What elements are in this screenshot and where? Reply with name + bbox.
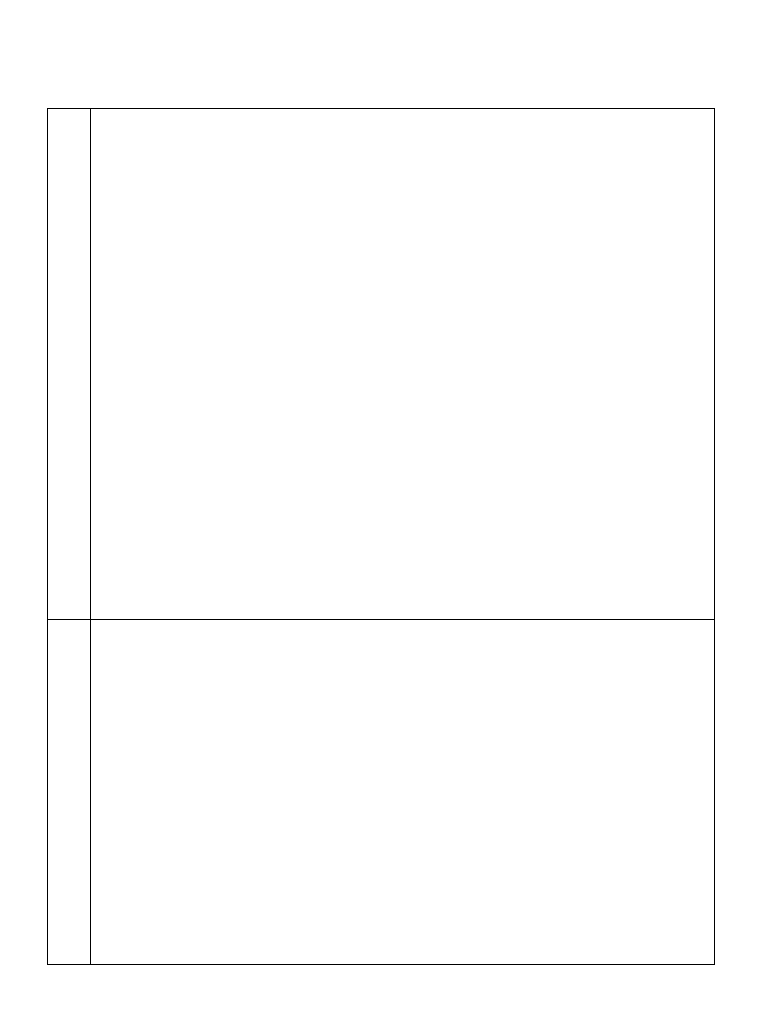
content-table <box>47 108 715 965</box>
section-divider <box>47 619 715 620</box>
column-divider <box>90 108 91 965</box>
literature-list <box>97 628 701 660</box>
